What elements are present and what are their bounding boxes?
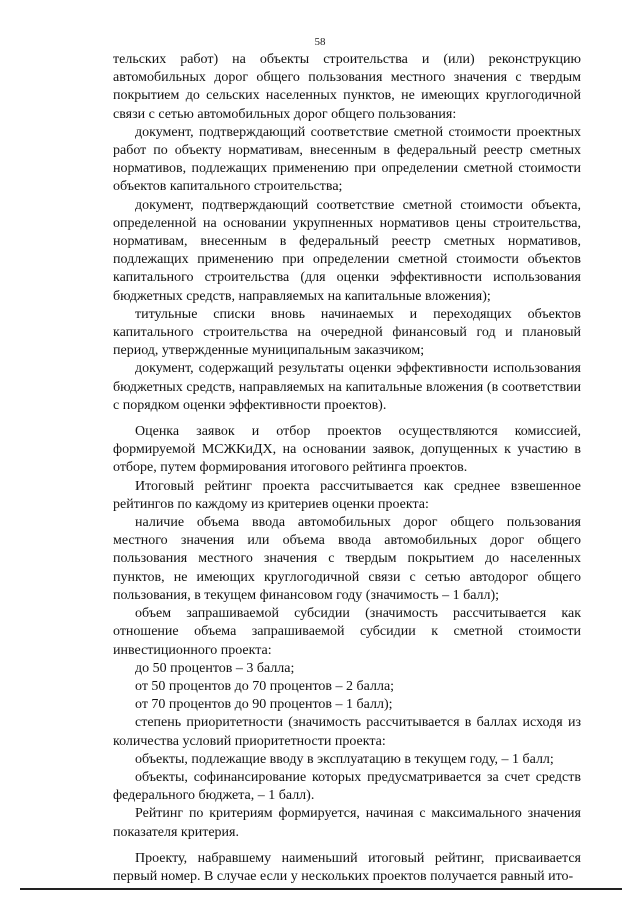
document-body bbox=[113, 51, 581, 886]
paragraph-criterion-subsidy: объем запрашиваемой субсидии (значимость рассчитывается как отношение объема запрашиваемой субсидии к сметной стоимости инвестиционного проекта: bbox=[113, 606, 581, 658]
paragraph-criterion-road-volume: наличие объема ввода автомобильных дорог общего пользования местного значения или объема ввода автомобильных дорог общего пользования местного значения с твердым покрытием до населенных пунктов, не имеющих круглогодичной связи с сетью автодорог общего пользования, в текущем финансовом году (значимость – 1 балл); bbox=[113, 515, 581, 603]
paragraph-document-estimate-object: документ, подтверждающий соответствие сметной стоимости объекта, определенной на основании укрупненных нормативов цены строительства, нормативам, внесенным в федеральный реестр сметных нормативов, подлежащих применению при определении сметной стоимости объектов капитального строительства (для оценки эффективности использования бюджетных средств, направляемых на капитальные вложения); bbox=[113, 197, 581, 304]
paragraph-priority-commissioning: объекты, подлежащие вводу в эксплуатацию в текущем году, – 1 балл; bbox=[135, 751, 554, 767]
paragraph-title-lists: титульные списки вновь начинаемых и переходящих объектов капитального строительства на очередной финансовый год и плановый период, утвержденные муниципальным заказчиком; bbox=[113, 306, 581, 359]
paragraph-criterion-priority: степень приоритетности (значимость рассчитывается в баллах исходя из количества условий приоритетности проекта: bbox=[113, 715, 581, 749]
paragraph-subsidy-tier-1: до 50 процентов – 3 балла; bbox=[135, 660, 295, 676]
paragraph-subsidy-tier-3: от 70 процентов до 90 процентов – 1 балл); bbox=[135, 697, 393, 713]
footer-rule bbox=[20, 888, 622, 890]
paragraph-evaluation-commission: Оценка заявок и отбор проектов осуществляются комиссией, формируемой МСЖКиДХ, на основании заявок, допущенных к участию в отборе, путем формирования итогового рейтинга проектов. bbox=[113, 424, 581, 476]
page-number: 58 bbox=[314, 36, 326, 48]
paragraph-continuation: тельских работ) на объекты строительства и (или) реконструкцию автомобильных дорог общего пользования местного значения с твердым покрытием до сельских населенных пунктов, не имеющих круглогодичной связи с сетью автомобильных дорог общего пользования: bbox=[113, 52, 581, 122]
paragraph-numbering: Проекту, набравшему наименьший итоговый рейтинг, присваивается первый номер. В случае если у нескольких проектов получается равный ито- bbox=[113, 850, 581, 884]
paragraph-final-rating: Итоговый рейтинг проекта рассчитывается как среднее взвешенное рейтингов по каждому из критериев оценки проекта: bbox=[113, 478, 581, 512]
paragraph-rating-formation: Рейтинг по критериям формируется, начиная с максимального значения показателя критерия. bbox=[113, 806, 581, 840]
paragraph-efficiency-results: документ, содержащий результаты оценки эффективности использования бюджетных средств, направляемых на капитальные вложения (в соответствии с порядком оценки эффективности проектов). bbox=[113, 361, 581, 413]
paragraph-subsidy-tier-2: от 50 процентов до 70 процентов – 2 балла; bbox=[135, 678, 395, 694]
paragraph-document-estimate-design: документ, подтверждающий соответствие сметной стоимости проектных работ по объекту нормативам, внесенным в федеральный реестр сметных нормативов, подлежащих применению при определении сметной стоимости объектов капитального строительства; bbox=[113, 124, 581, 195]
paragraph-priority-federal: объекты, софинансирование которых предусматривается за счет средств федерального бюджета, – 1 балл). bbox=[113, 769, 581, 804]
